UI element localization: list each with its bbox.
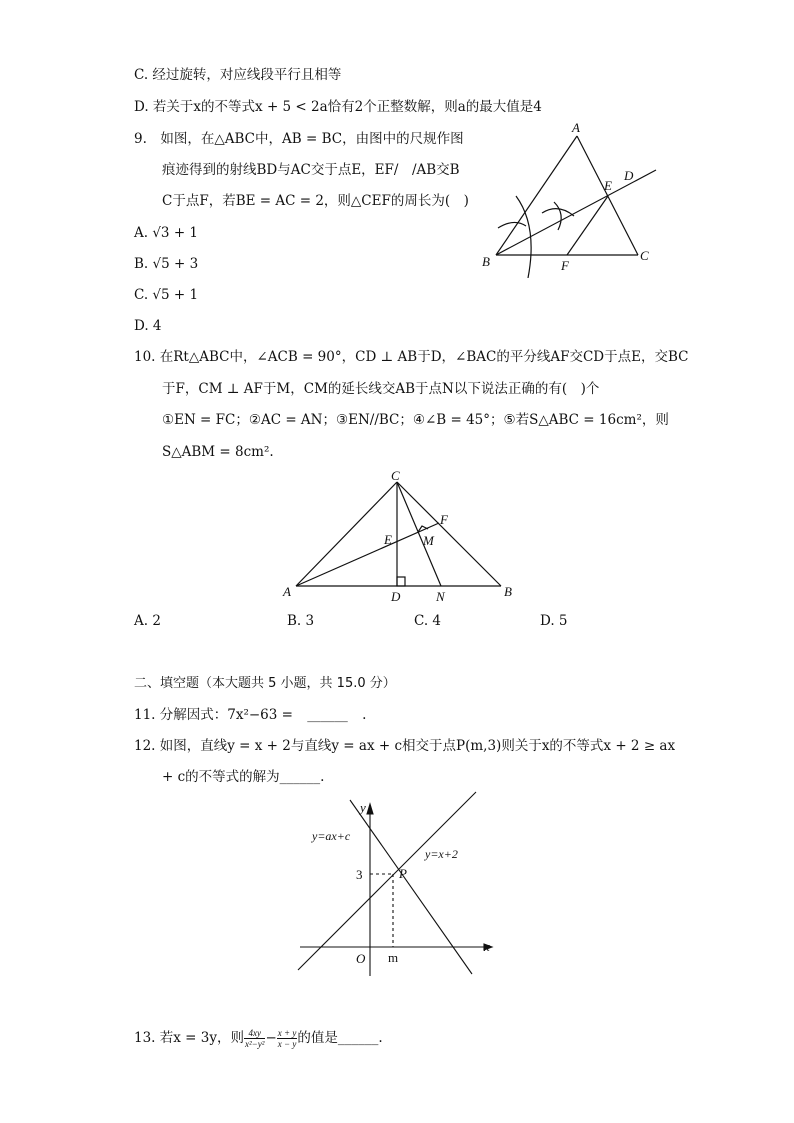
label-a: A: [572, 120, 580, 135]
q10-option-c: C. 4: [414, 613, 442, 629]
q13-frac2-den: x − y: [277, 1039, 297, 1049]
label-a: A: [283, 584, 291, 599]
q9-stem-line1: 9. 如图，在△ABC中，AB = BC，由图中的尺规作图: [134, 131, 464, 147]
right-angle-d: [397, 577, 405, 586]
q13-minus: −: [265, 1030, 277, 1046]
label-b: B: [504, 584, 512, 599]
q13-text: [134, 1028, 383, 1049]
label-line-ax-c: y=ax+c: [312, 829, 351, 843]
label-n: N: [436, 589, 445, 604]
label-origin: O: [356, 951, 366, 966]
q9-stem-line2: 痕迹得到的射线BD与AC交于点E，EF/ /AB交B: [162, 162, 460, 178]
y-axis-arrow: [367, 804, 373, 814]
label-m: M: [423, 533, 434, 548]
q9-stem-line3: C于点F，若BE = AC = 2，则△CEF的周长为( ): [162, 193, 469, 209]
q13-fraction-2: [277, 1028, 298, 1049]
q11-stem: 11. 分解因式：7x²−63 =: [134, 707, 293, 723]
q10-option-a: A. 2: [134, 613, 161, 629]
q13-frac2-num: x + y: [277, 1028, 297, 1038]
q11-text: [134, 706, 366, 724]
segment-ac: [296, 482, 397, 586]
line-y-x-plus-2: [298, 792, 476, 970]
label-x: x: [484, 939, 490, 954]
q12-stem-line1: 12. 如图，直线y = x + 2与直线y = ax + c相交于点P(m,3)则关于x的不等式x + 2 ≥ ax: [134, 738, 676, 754]
q10-stem-line3: ①EN = FC；②AC = AN；③EN//BC；④∠B = 45°；⑤若S△ABC = 16cm²，则: [162, 412, 669, 428]
q11-end: .: [362, 707, 367, 723]
q10-triangle-figure: [276, 466, 526, 606]
q8-option-c: C. 经过旋转，对应线段平行且相等: [134, 67, 342, 83]
q9-option-b: B. √5 + 3: [134, 256, 199, 272]
segment-ef: [567, 196, 608, 255]
q13-fraction-1: [244, 1028, 265, 1049]
q11-blank: ______: [307, 707, 348, 723]
q12-stem-line2: + c的不等式的解为______.: [162, 769, 325, 785]
q13-prefix: 13. 若x = 3y，则: [134, 1030, 244, 1046]
section-title: 二、填空题（本大题共 5 小题，共 15.0 分）: [134, 676, 396, 691]
label-3: 3: [356, 867, 363, 882]
label-c: C: [391, 468, 400, 483]
q9-triangle-figure: [476, 118, 666, 278]
compass-arc-3: [542, 209, 574, 216]
label-b: B: [482, 254, 490, 269]
q10-stem-line4: S△ABM = 8cm².: [162, 444, 274, 460]
label-e: E: [384, 532, 392, 547]
compass-arc-2: [498, 222, 526, 228]
compass-arc-4: [554, 202, 561, 230]
segment-ab: [496, 136, 577, 255]
label-p: P: [399, 866, 407, 881]
label-f: F: [440, 512, 448, 527]
label-c: C: [640, 248, 649, 263]
q9-option-d: D. 4: [134, 318, 162, 334]
label-d: D: [391, 589, 401, 604]
line-y-ax-plus-c: [350, 800, 472, 974]
q13-frac1-den: x²−y²: [244, 1039, 265, 1049]
segment-cn: [397, 482, 441, 586]
q13-suffix: 的值是______.: [297, 1030, 383, 1046]
q10-option-b: B. 3: [287, 613, 315, 629]
q10-stem-line1: 10. 在Rt△ABC中，∠ACB = 90°，CD ⊥ AB于D，∠BAC的平分线AF交CD于点E，交BC: [134, 349, 689, 365]
label-line-x-2: y=x+2: [425, 847, 458, 861]
label-d: D: [624, 168, 634, 183]
q8-option-d: D. 若关于x的不等式x + 5 < 2a恰有2个正整数解，则a的最大值是4: [134, 99, 542, 115]
label-e: E: [604, 178, 612, 193]
q9-option-c: C. √5 + 1: [134, 287, 199, 303]
label-y: y: [360, 800, 366, 815]
q9-option-a: A. √3 + 1: [134, 225, 199, 241]
q10-stem-line2: 于F，CM ⊥ AF于M，CM的延长线交AB于点N以下说法正确的有( )个: [162, 381, 600, 397]
segment-af: [296, 523, 439, 586]
q12-graph-figure: [296, 790, 502, 980]
q10-option-d: D. 5: [540, 613, 568, 629]
label-f: F: [561, 258, 569, 273]
q13-frac1-num: 4xy: [244, 1028, 265, 1039]
label-m: m: [388, 950, 399, 965]
